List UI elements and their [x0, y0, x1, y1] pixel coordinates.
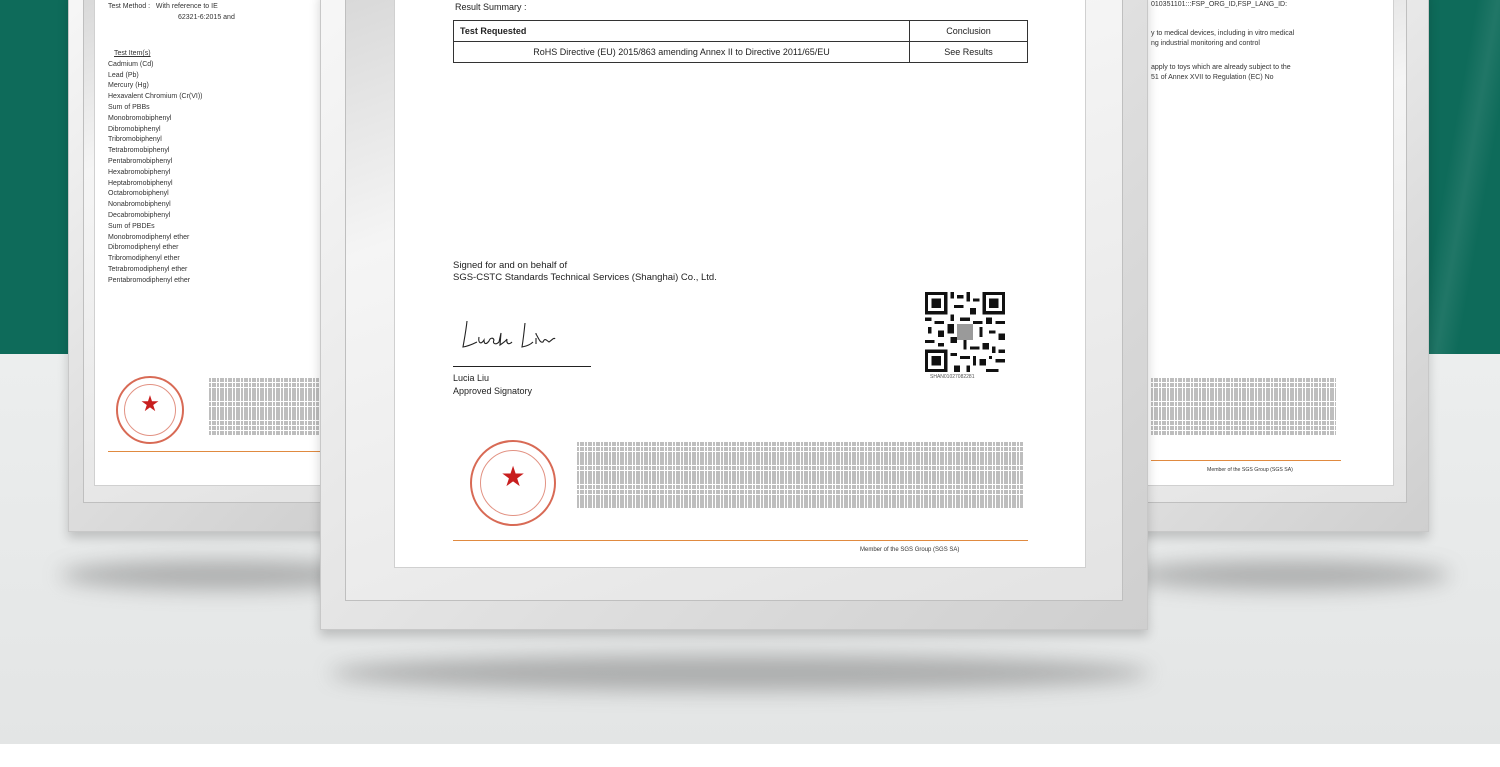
right-certificate-paper: [1144, 0, 1394, 486]
test-item: Tetrabromobiphenyl: [108, 147, 170, 155]
table-header-row: [454, 21, 1028, 42]
test-item: Pentabromodiphenyl ether: [108, 276, 191, 284]
bottom-white-strip: [0, 744, 1500, 767]
test-item: Sum of PBDEs: [108, 222, 155, 230]
test-item: Lead (Pb): [108, 71, 139, 79]
test-item: Heptabromobiphenyl: [108, 179, 173, 187]
center-frame-shadow: [330, 655, 1150, 691]
handwritten-signature: [457, 315, 567, 355]
test-item: Decabromobiphenyl: [108, 211, 171, 219]
signatory-title: Approved Signatory: [453, 386, 533, 396]
center-certificate-frame: [320, 0, 1148, 630]
test-item: Hexabromobiphenyl: [108, 168, 171, 176]
left-orange-rule: [108, 451, 320, 452]
test-method-line1: With reference to IE: [155, 3, 218, 10]
table-row: [454, 42, 1028, 63]
qr-code-number: SHAN01027082281: [930, 374, 975, 380]
right-fine-print: [1151, 378, 1336, 440]
signed-line-2: SGS-CSTC Standards Technical Services (Shanghai) Co., Ltd.: [453, 272, 717, 283]
test-item: Monobromobiphenyl: [108, 114, 172, 122]
right-frame-shadow: [1130, 560, 1450, 590]
test-items-header: Test Item(s): [114, 50, 151, 57]
test-item: Sum of PBBs: [108, 103, 150, 111]
center-frame-bevel: [345, 0, 1123, 601]
light-swoosh: [1420, 0, 1500, 354]
right-line-2: y to medical devices, including in vitro medical: [1151, 30, 1295, 37]
test-method-line2: 62321-6:2015 and: [178, 13, 235, 21]
red-seal-stamp: [470, 440, 556, 526]
left-certificate-paper: [94, 0, 328, 486]
signed-on-behalf-block: [453, 260, 717, 284]
test-item: Tribromodiphenyl ether: [108, 255, 180, 263]
signatory-block: [453, 372, 532, 398]
left-red-seal-stamp: [116, 376, 184, 444]
column-header-conclusion: Conclusion: [910, 21, 1028, 42]
cell-conclusion: See Results: [910, 42, 1028, 63]
left-fine-print: [209, 378, 319, 440]
center-certificate-paper: [394, 0, 1086, 568]
right-orange-rule: [1151, 460, 1341, 461]
test-item: Nonabromobiphenyl: [108, 201, 171, 209]
test-item: Mercury (Hg): [108, 82, 149, 90]
signatory-name: Lucia Liu: [453, 373, 490, 383]
center-orange-rule: [453, 540, 1028, 541]
center-fine-print: [577, 442, 1023, 512]
test-method-block: [108, 2, 235, 24]
test-item: Monobromodiphenyl ether: [108, 233, 190, 241]
right-member-line: Member of the SGS Group (SGS SA): [1207, 467, 1293, 473]
cell-test-requested: RoHS Directive (EU) 2015/863 amending Annex II to Directive 2011/65/EU: [454, 42, 910, 63]
signed-line-1: Signed for and on behalf of: [453, 260, 568, 271]
test-item: Dibromodiphenyl ether: [108, 244, 179, 252]
right-certificate-frame: [1130, 0, 1429, 532]
right-line-5: 51 of Annex XVII to Regulation (EC) No: [1151, 74, 1274, 81]
left-frame-bevel: [83, 0, 335, 503]
center-member-line: Member of the SGS Group (SGS SA): [860, 547, 960, 553]
seal-star-icon: ★: [140, 391, 160, 416]
test-item: Pentabromobiphenyl: [108, 157, 173, 165]
result-summary-label: Result Summary :: [455, 2, 527, 12]
left-certificate-frame: [68, 0, 350, 532]
right-frame-bevel: [1137, 0, 1407, 503]
test-item: Tetrabromodiphenyl ether: [108, 265, 188, 273]
column-header-test-requested: Test Requested: [454, 21, 910, 42]
test-item: Cadmium (Cd): [108, 60, 154, 68]
right-line-3: ng industrial monitoring and control: [1151, 40, 1260, 47]
test-item: Tribromobiphenyl: [108, 136, 162, 144]
test-item: Hexavalent Chromium (Cr(VI)): [108, 93, 203, 101]
right-line-1: 010351101:::FSP_ORG_ID,FSP_LANG_ID:: [1151, 1, 1288, 8]
right-line-4: apply to toys which are already subject to the: [1151, 64, 1291, 71]
test-method-label: Test Method :: [108, 3, 151, 10]
seal-star-icon: ★: [500, 461, 526, 492]
result-summary-table: [453, 20, 1028, 63]
test-item: Dibromobiphenyl: [108, 125, 161, 133]
signature-underline: [453, 366, 591, 367]
test-item: Octabromobiphenyl: [108, 190, 169, 198]
qr-code: [925, 292, 1005, 372]
test-items-list: [108, 49, 203, 287]
